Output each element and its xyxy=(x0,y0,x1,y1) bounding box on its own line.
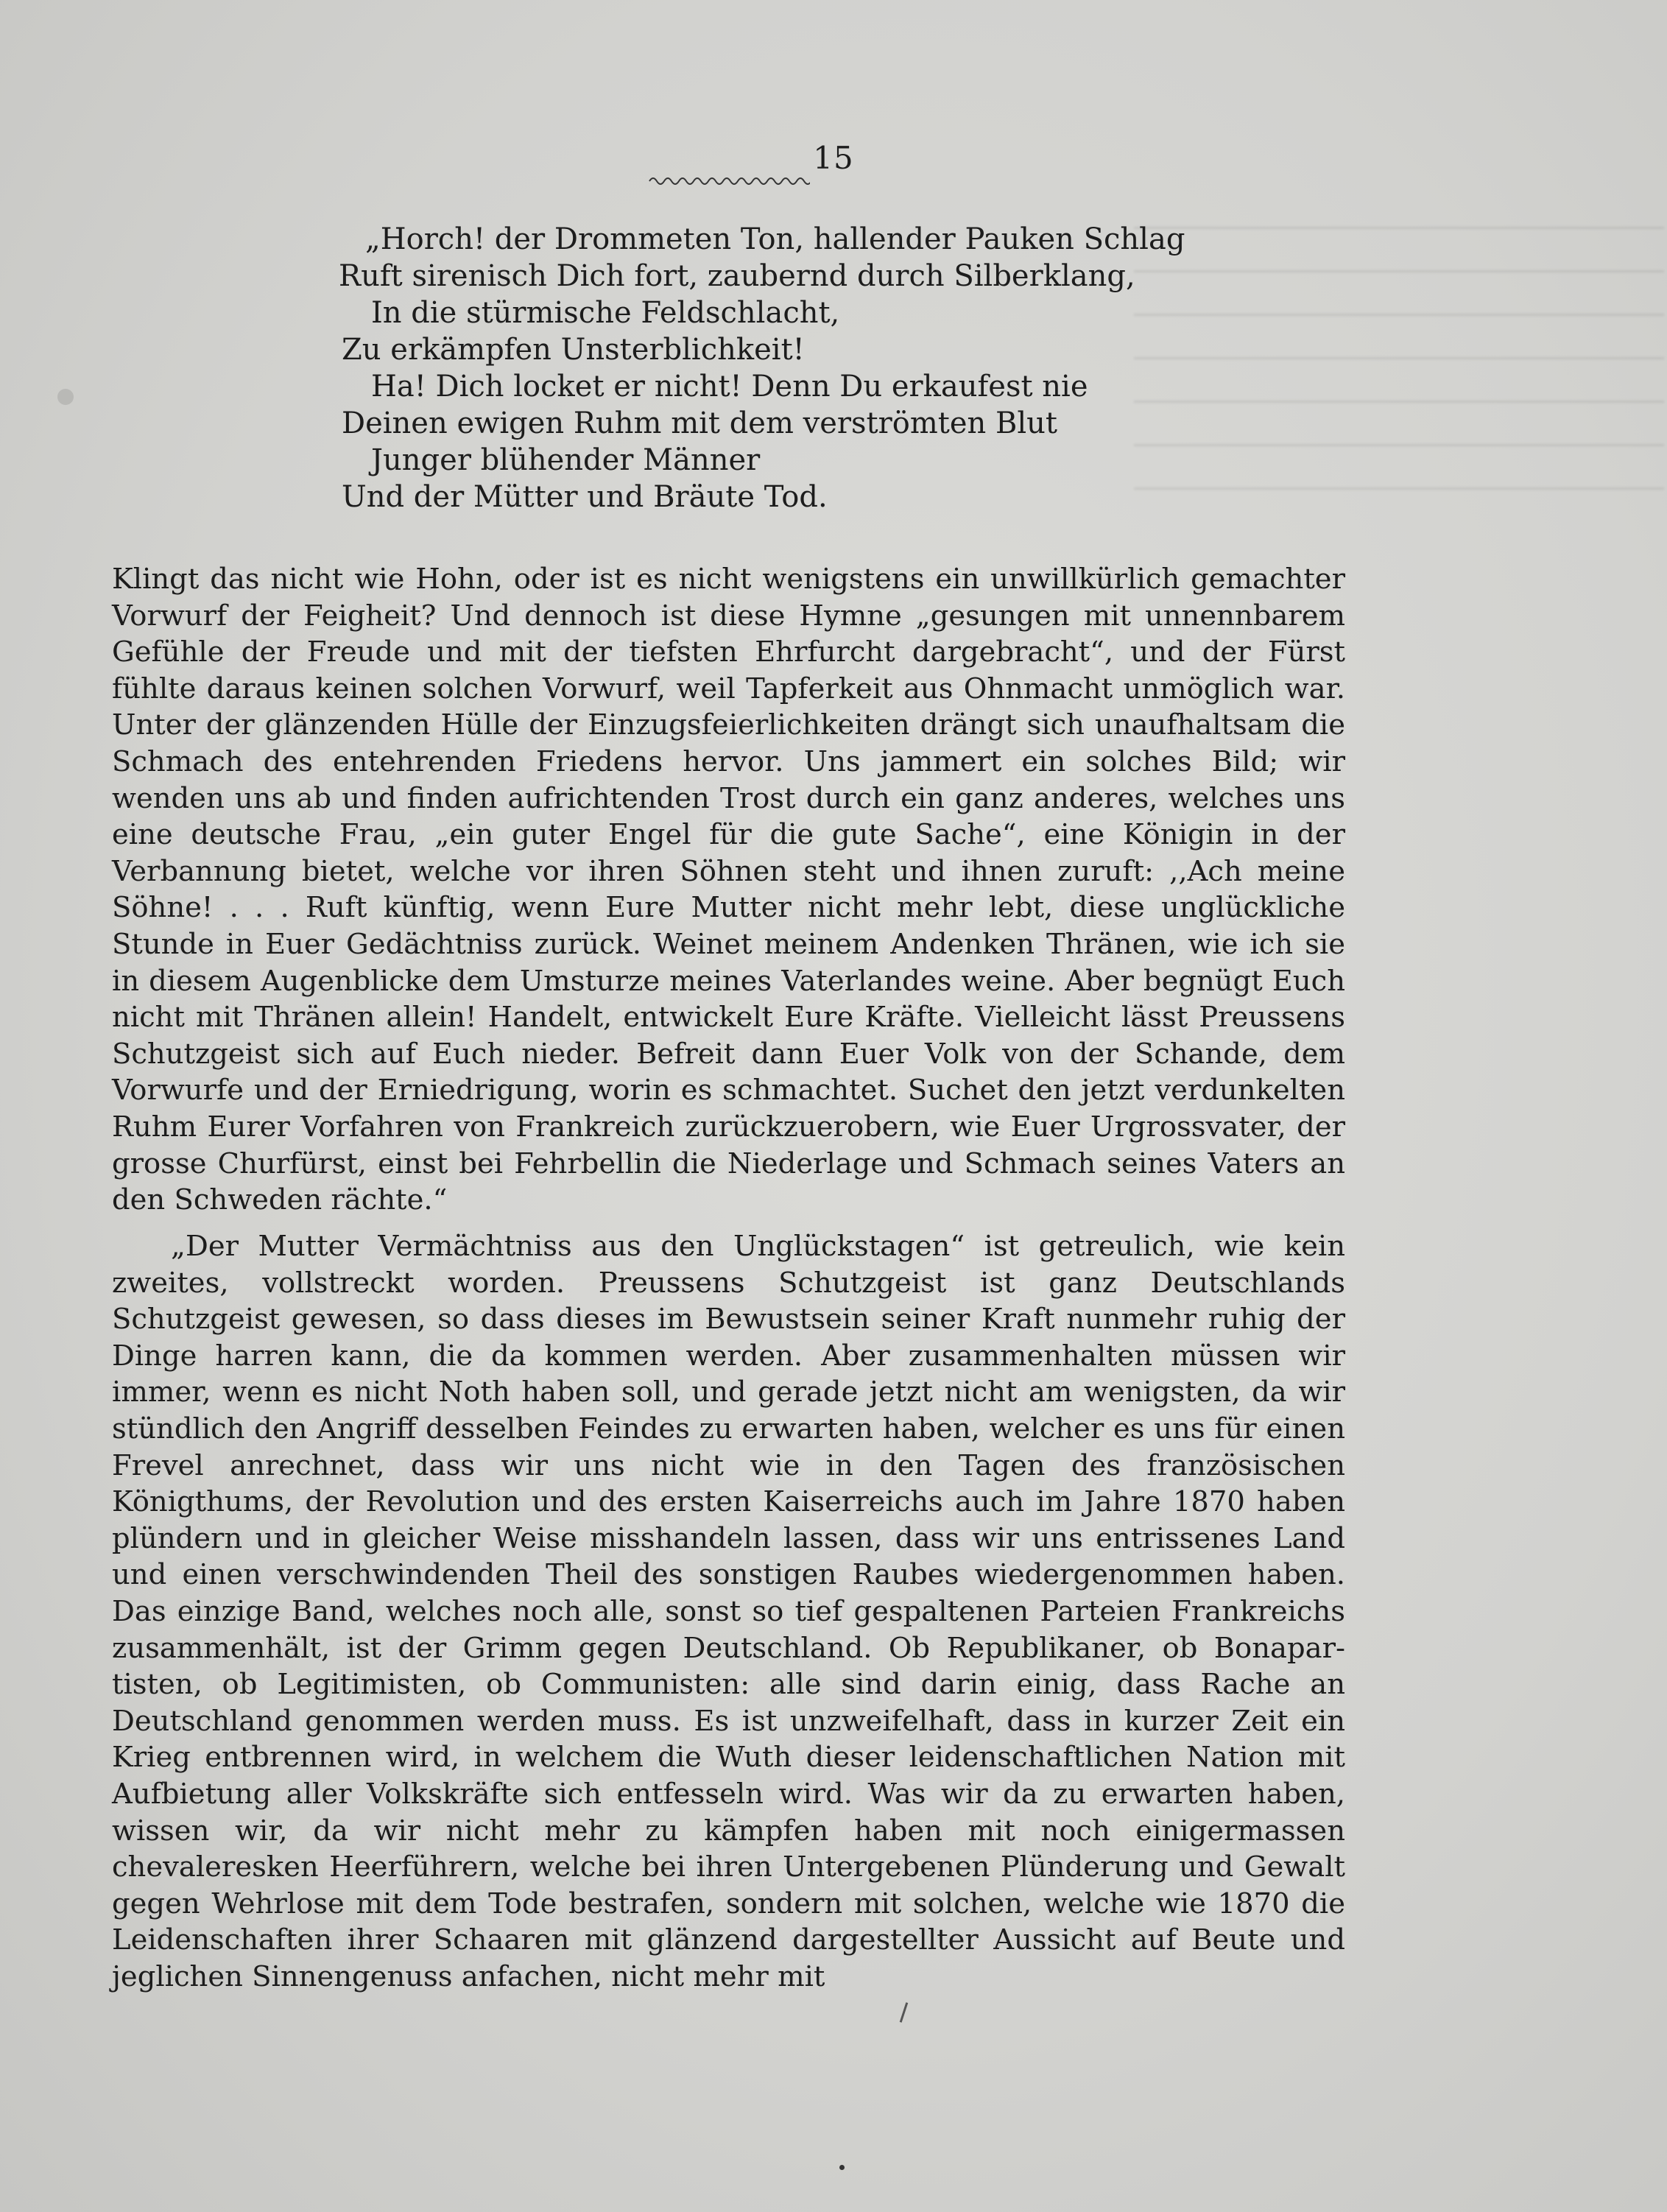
binding-hole xyxy=(57,389,74,405)
poem-stanza xyxy=(339,221,1311,515)
ink-stroke xyxy=(900,2002,909,2023)
poem-line: Junger blühender Männer xyxy=(371,443,761,477)
poem-line: „Horch! der Drommeten Ton, hallender Pauken Schlag xyxy=(365,222,1185,256)
poem-line: Zu erkämpfen Unsterblichkeit! xyxy=(342,333,805,367)
page-number: 15 xyxy=(813,140,854,176)
wavy-rule-ornament xyxy=(648,175,810,187)
paragraph: Klingt das nicht wie Hohn, oder ist es nicht wenigstens ein unwillkürlich gemachter Vorwurf der Feigheit? Und dennoch ist diese Hymne „gesungen mit unnennbarem Gefühle der Freude und mit der tiefsten Ehrfurcht dargebracht“, und der Fürst fühlte daraus keinen solchen Vorwurf, weil Tapferkeit aus Ohnmacht unmöglich war. Unter der glänzenden Hülle der Einzugsfeierlichkeiten drängt sich unaufhaltsam die Schmach des entehrenden Friedens hervor. Uns jammert ein solches Bild; wir wenden uns ab und finden aufrichtenden Trost durch ein ganz anderes, welches uns eine deutsche Frau, „ein guter Engel für die gute Sache“, eine Königin in der Verbannung bietet, welche vor ihren Söhnen steht und ihnen zuruft: ,,Ach meine Söhne! . . . Ruft künftig, wenn Eure Mutter nicht mehr lebt, diese unglückliche Stunde in Euer Gedächtniss zurück. Weinet meinem Andenken Thränen, wie ich sie in diesem Augenblicke dem Umsturze meines Vaterlandes weine. Aber begnügt Euch nicht mit Thränen allein! Handelt, entwickelt Eure Kräfte. Vielleicht lässt Preussens Schutzgeist sich auf Euch nieder. Befreit dann Euer Volk von der Schande, dem Vorwurfe und der Erniedrigung, worin es schmachtet. Suchet den jetzt verdunkelten Ruhm Eurer Vorfahren von Frankreich zurückzuerobern, wie Euer Urgrossvater, der grosse Churfürst, einst bei Fehrbellin die Niederlage und Schmach seines Vaters an den Schweden rächte.“ xyxy=(112,563,1345,1217)
paragraph: „Der Mutter Vermächtniss aus den Unglückstagen“ ist getreulich, wie kein zweites, vollstreckt worden. Preussens Schutzgeist ist ganz Deutschlands Schutzgeist gewesen, so dass dieses im Bewustsein seiner Kraft nunmehr ruhig der Dinge harren kann, die da kommen werden. Aber zusammenhalten müssen wir immer, wenn es nicht Noth haben soll, und gerade jetzt nicht am wenigsten, da wir stündlich den Angriff desselben Feindes zu erwarten haben, welcher es uns für einen Frevel anrechnet, dass wir uns nicht wie in den Tagen des französischen Königthums, der Revolution und des ersten Kaiserreichs auch im Jahre 1870 haben plündern und in gleicher Weise misshandeln lassen, dass wir uns entrissenes Land und einen verschwindenden Theil des sonstigen Raubes wiedergenommen haben. Das einzige Band, welches noch alle, sonst so tief gespaltenen Parteien Frankreichs zusammenhält, ist der Grimm gegen Deutschland. Ob Republikaner, ob Bonapartisten, ob Legitimisten, ob Communisten: alle sind darin einig, dass Rache an Deutschland genommen werden muss. Es ist unzweifelhaft, dass in kurzer Zeit ein Krieg entbrennen wird, in welchem die Wuth dieser leidenschaftlichen Nation mit Aufbietung aller Volkskräfte sich entfesseln wird. Was wir da zu erwarten haben, wissen wir, da wir nicht mehr zu kämpfen haben mit noch einigermassen chevaleresken Heerführern, welche bei ihren Untergebenen Plünderung und Gewalt gegen Wehrlose mit dem Tode bestrafen, sondern mit solchen, welche wie 1870 die Leidenschaften ihrer Schaaren mit glänzend dargestellter Aussicht auf Beute und jeglichen Sinnengenuss anfachen, nicht mehr mit xyxy=(112,1230,1345,1993)
poem-line: Ha! Dich locket er nicht! Denn Du erkaufest nie xyxy=(371,370,1088,404)
poem-line: Und der Mütter und Bräute Tod. xyxy=(342,480,828,514)
poem-line: In die stürmische Feldschlacht, xyxy=(371,296,840,330)
poem-line: Deinen ewigen Ruhm mit dem verströmten Blut xyxy=(342,406,1057,440)
ink-speck xyxy=(839,2165,845,2170)
poem-line: Ruft sirenisch Dich fort, zaubernd durch Silberklang, xyxy=(339,259,1135,293)
